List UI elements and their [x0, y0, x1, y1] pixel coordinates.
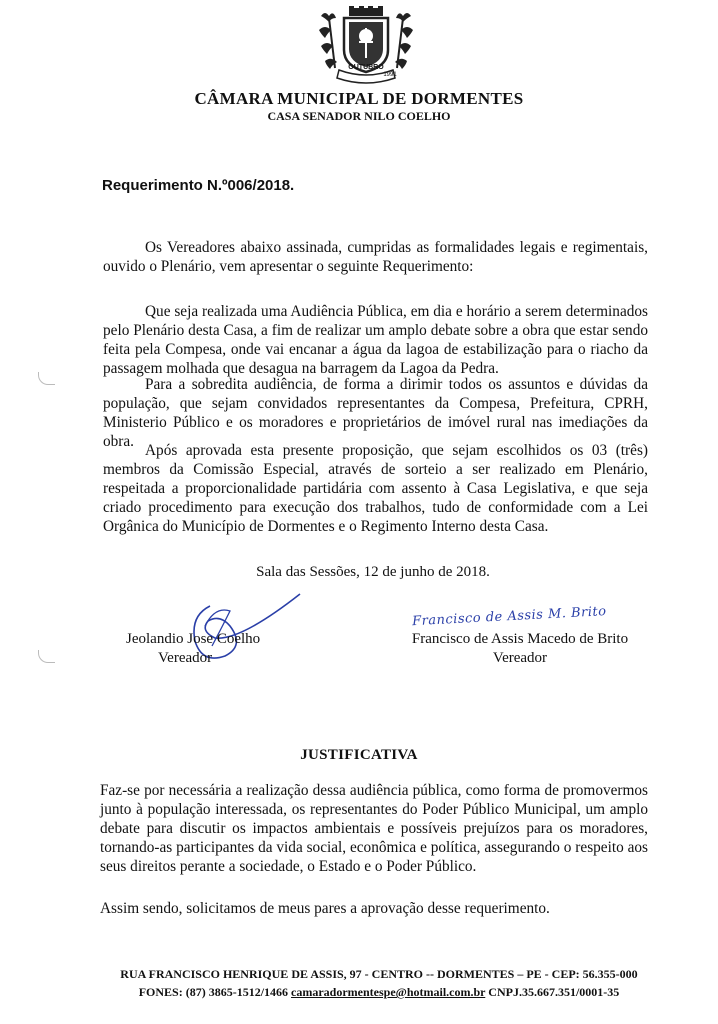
paragraph-3-text: Para a sobredita audiência, de forma a dirimir todos os assuntos e dúvidas da população, que sejam convidados representantes da Compesa, Prefeitura, CPRH, Ministerio Público e os moradores e proprietários de imóvel rural nas imediações da obra.: [103, 376, 648, 450]
paragraph-1: [103, 238, 648, 276]
crest-motto: OUTUBRO: [348, 64, 384, 71]
footer-phones: FONES: (87) 3865-1512/1466: [138, 985, 289, 999]
paragraph-4-text: Após aprovada esta presente proposição, que sejam escolhidos os 03 (três) membros da Comissão Especial, através de sorteio a ser realizado em Plenário, respeitada a proporcionalidade partidária com assento à Casa Legislativa, e que seja criado procedimento para execução dos trabalhos, tudo de conformidade com a Lei Orgânica do Município de Dormentes e o Regimento Interno desta Casa.: [103, 442, 648, 535]
footer-contact: [0, 985, 718, 1000]
punch-mark-bottom: [38, 650, 55, 663]
signer-right-role: Vereador: [492, 650, 548, 666]
punch-mark-top: [38, 372, 55, 385]
paragraph-4: [103, 441, 648, 536]
signature-right: [400, 630, 640, 668]
paragraph-1-text: Os Vereadores abaixo assinada, cumpridas as formalidades legais e regimentais, ouvido o Plenário, vem apresentar o seguinte Requerimento:: [103, 239, 648, 275]
signature-left: [100, 630, 300, 668]
closing-text: Assim sendo, solicitamos de meus pares a aprovação desse requerimento.: [100, 900, 550, 917]
paragraph-2-text: Que seja realizada uma Audiência Pública, em dia e horário a serem determinados pelo Plenário desta Casa, a fim de realizar um amplo debate sobre a obra que estar sendo feita pela Compesa, onde vai encanar a água da lagoa de estabilização para o riacho da passagem molhada que desagua na barragem da Lagoa da Pedra.: [103, 303, 648, 377]
crest-year: 1991: [383, 72, 397, 78]
footer-cnpj: CNPJ.35.667.351/0001-35: [488, 985, 620, 999]
requerimento-number: Requerimento N.º006/2018.: [102, 177, 295, 194]
signature-right-handwritten: Francisco de Assis M. Brito: [411, 604, 607, 630]
municipal-crest: [311, 6, 421, 86]
page-subtitle: CASA SENADOR NILO COELHO: [267, 109, 451, 123]
signer-left-role: Vereador: [158, 650, 213, 666]
justificativa-title: JUSTIFICATIVA: [300, 747, 418, 763]
signer-left-name: Jeolandio Jose Coelho: [126, 631, 261, 647]
paragraph-2: [103, 302, 648, 378]
paragraph-3: [103, 375, 648, 451]
footer-email[interactable]: camaradormentespe@hotmail.com.br: [291, 985, 486, 999]
session-date: Sala das Sessões, 12 de junho de 2018.: [256, 564, 490, 580]
footer-address: RUA FRANCISCO HENRIQUE DE ASSIS, 97 - CENTRO -- DORMENTES – PE - CEP: 56.355-000: [120, 967, 638, 981]
page-title: CÂMARA MUNICIPAL DE DORMENTES: [194, 89, 524, 108]
justificativa-text: Faz-se por necessária a realização dessa audiência pública, como forma de promovermos junto à população interessada, os representantes do Poder Público Municipal, um amplo debate para discutir os impactos ambientais e possíveis prejuízos para os moradores, tornando-as participantes da vida social, econômica e política, assegurando o respeito aos seus direitos perante a sociedade, o Estado e o Poder Público.: [100, 782, 648, 875]
signer-right-name: Francisco de Assis Macedo de Brito: [411, 631, 629, 647]
